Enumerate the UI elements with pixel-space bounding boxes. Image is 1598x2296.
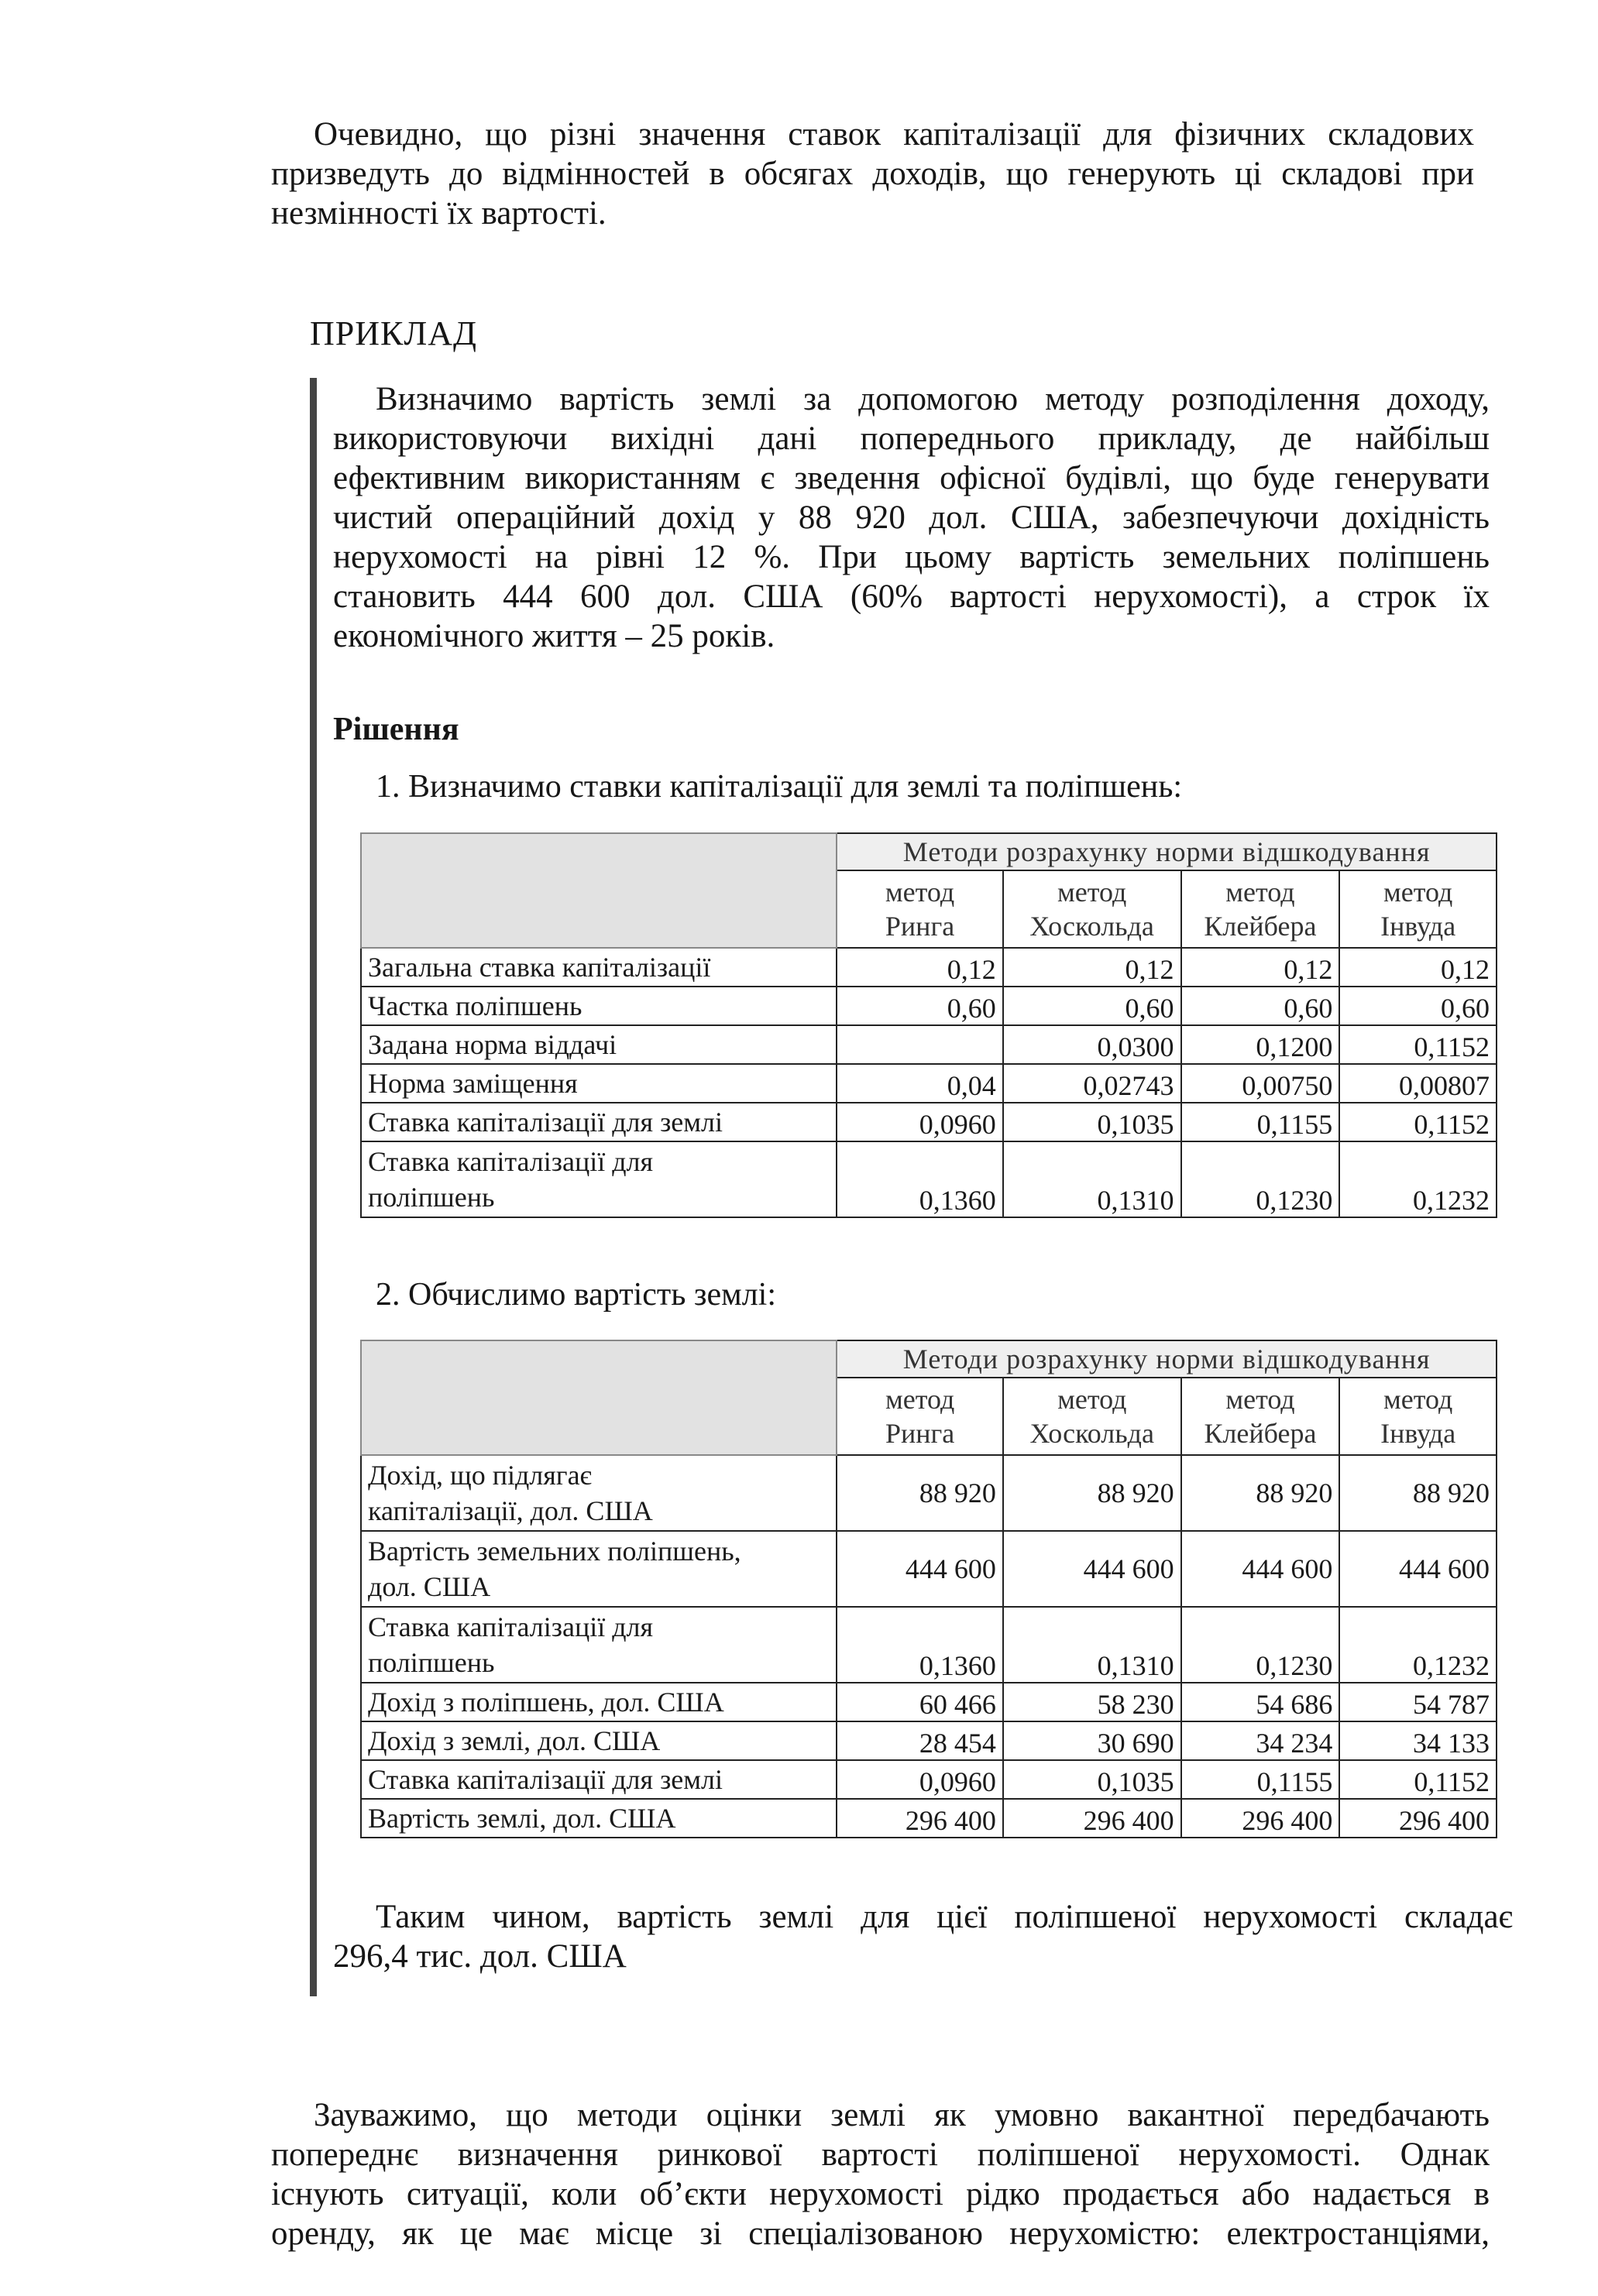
cell-value: 88 920 xyxy=(1181,1455,1340,1531)
table1-group-header: Методи розрахунку норми відшкодування xyxy=(837,833,1497,870)
table1-corner-cell xyxy=(361,833,837,948)
example-side-bar xyxy=(310,378,317,1996)
example-line: використовуючи вихідні дані попереднього прикладу, де найбільш xyxy=(333,420,1490,457)
cell-value: 0,1155 xyxy=(1181,1760,1340,1799)
cell-value: 54 686 xyxy=(1181,1683,1340,1721)
row-label: Ставка капіталізації для поліпшень xyxy=(361,1607,837,1683)
cell-value: 0,1360 xyxy=(837,1141,1003,1217)
table-row xyxy=(361,1721,1497,1760)
cell-value: 0,02743 xyxy=(1003,1064,1181,1103)
cell-value: 444 600 xyxy=(1003,1531,1181,1607)
row-label: Загальна ставка капіталізації xyxy=(361,948,837,987)
intro-line: незмінності їх вартості. xyxy=(271,195,607,232)
example-line: нерухомості на рівні 12 %. При цьому вартість земельних поліпшень xyxy=(333,539,1490,575)
cell-value: 0,1310 xyxy=(1003,1141,1181,1217)
cell-value: 444 600 xyxy=(837,1531,1003,1607)
cell-value: 58 230 xyxy=(1003,1683,1181,1721)
table-row xyxy=(361,1531,1497,1607)
cell-value: 0,1035 xyxy=(1003,1760,1181,1799)
cell-value: 0,1232 xyxy=(1339,1141,1497,1217)
cell-value: 0,00807 xyxy=(1339,1064,1497,1103)
cell-value: 54 787 xyxy=(1339,1683,1497,1721)
land-value-table xyxy=(360,1340,1497,1838)
cell-value: 296 400 xyxy=(1003,1799,1181,1838)
cell-value: 34 234 xyxy=(1181,1721,1340,1760)
table-row xyxy=(361,1760,1497,1799)
row-label: Дохід з землі, дол. США xyxy=(361,1721,837,1760)
cell-value: 0,1360 xyxy=(837,1607,1003,1683)
solution-heading: Рішення xyxy=(333,712,459,747)
cell-value: 0,12 xyxy=(1339,948,1497,987)
row-label: Ставка капіталізації для землі xyxy=(361,1760,837,1799)
final-line: оренду, як це має місце зі спеціалізованою нерухомістю: електростанціями, xyxy=(271,2215,1490,2252)
example-heading: ПРИКЛАД xyxy=(310,314,477,352)
example-line: економічного життя – 25 років. xyxy=(333,618,775,654)
row-label: Задана норма віддачі xyxy=(361,1025,837,1064)
cell-value: 0,00750 xyxy=(1181,1064,1340,1103)
cell-value: 60 466 xyxy=(837,1683,1003,1721)
cell-value: 0,1232 xyxy=(1339,1607,1497,1683)
row-label: Дохід з поліпшень, дол. США xyxy=(361,1683,837,1721)
cell-value: 0,60 xyxy=(1339,987,1497,1025)
cell-value: 0,1310 xyxy=(1003,1607,1181,1683)
row-label: Дохід, що підлягає капіталізації, дол. США xyxy=(361,1455,837,1531)
table2-group-header: Методи розрахунку норми відшкодування xyxy=(837,1340,1497,1378)
table2-corner-cell xyxy=(361,1340,837,1455)
cell-value: 0,1152 xyxy=(1339,1103,1497,1141)
cell-value: 88 920 xyxy=(837,1455,1003,1531)
cell-value: 0,12 xyxy=(1181,948,1340,987)
cell-value: 0,1152 xyxy=(1339,1760,1497,1799)
example-line: Визначимо вартість землі за допомогою методу розподілення доходу, xyxy=(376,381,1490,417)
table-row xyxy=(361,1025,1497,1064)
table2-method-header: метод Інвуда xyxy=(1339,1378,1497,1455)
cell-value: 88 920 xyxy=(1003,1455,1181,1531)
table-row xyxy=(361,948,1497,987)
cell-value: 0,60 xyxy=(837,987,1003,1025)
cell-value: 0,1230 xyxy=(1181,1141,1340,1217)
row-label: Вартість землі, дол. США xyxy=(361,1799,837,1838)
example-line: чистий операційний дохід у 88 920 дол. США, забезпечуючи дохідність xyxy=(333,499,1490,536)
table-row xyxy=(361,1455,1497,1531)
cell-value: 0,1035 xyxy=(1003,1103,1181,1141)
final-line: існують ситуації, коли об’єкти нерухомості рідко продається або надається в xyxy=(271,2176,1490,2212)
cell-value: 296 400 xyxy=(1339,1799,1497,1838)
table2-method-header: метод Ринга xyxy=(837,1378,1003,1455)
cell-value: 296 400 xyxy=(1181,1799,1340,1838)
intro-paragraph xyxy=(271,115,1474,233)
final-line: Зауважимо, що методи оцінки землі як умовно вакантної передбачають xyxy=(314,2097,1490,2133)
row-label: Вартість земельних поліпшень, дол. США xyxy=(361,1531,837,1607)
table2-method-header: метод Клейбера xyxy=(1181,1378,1340,1455)
cell-value: 30 690 xyxy=(1003,1721,1181,1760)
cell-value: 28 454 xyxy=(837,1721,1003,1760)
row-label: Ставка капіталізації для землі xyxy=(361,1103,837,1141)
table-row xyxy=(361,987,1497,1025)
table-row xyxy=(361,1799,1497,1838)
table-row xyxy=(361,1683,1497,1721)
capitalization-rates-table xyxy=(360,832,1497,1218)
table1-method-header: метод Хоскольда xyxy=(1003,870,1181,948)
cell-value: 34 133 xyxy=(1339,1721,1497,1760)
cell-value: 0,60 xyxy=(1181,987,1340,1025)
row-label: Частка поліпшень xyxy=(361,987,837,1025)
table-row xyxy=(361,1607,1497,1683)
table2-method-header: метод Хоскольда xyxy=(1003,1378,1181,1455)
conclusion-line: 296,4 тис. дол. США xyxy=(333,1938,627,1975)
cell-value: 0,1152 xyxy=(1339,1025,1497,1064)
cell-value: 0,12 xyxy=(1003,948,1181,987)
cell-value: 444 600 xyxy=(1339,1531,1497,1607)
cell-value: 0,12 xyxy=(837,948,1003,987)
cell-value: 0,0300 xyxy=(1003,1025,1181,1064)
row-label: Ставка капіталізації для поліпшень xyxy=(361,1141,837,1217)
cell-value: 444 600 xyxy=(1181,1531,1340,1607)
cell-value xyxy=(837,1025,1003,1064)
cell-value: 0,1200 xyxy=(1181,1025,1340,1064)
conclusion-line: Таким чином, вартість землі для цієї поліпшеної нерухомості складає xyxy=(376,1899,1513,1935)
intro-line: Очевидно, що різні значення ставок капіталізації для фізичних складових xyxy=(314,116,1474,153)
table1-method-header: метод Інвуда xyxy=(1339,870,1497,948)
cell-value: 0,04 xyxy=(837,1064,1003,1103)
conclusion-paragraph xyxy=(333,1897,1513,1976)
final-line: попереднє визначення ринкової вартості поліпшеної нерухомості. Однак xyxy=(271,2136,1490,2173)
step-2-text: 2. Обчислимо вартість землі: xyxy=(376,1277,777,1313)
table1-method-header: метод Клейбера xyxy=(1181,870,1340,948)
intro-line: призведуть до відмінностей в обсягах доходів, що генерують ці складові при xyxy=(271,156,1474,192)
table-row xyxy=(361,1141,1497,1217)
row-label: Норма заміщення xyxy=(361,1064,837,1103)
table-row xyxy=(361,1103,1497,1141)
final-paragraph xyxy=(271,2095,1490,2253)
cell-value: 0,0960 xyxy=(837,1760,1003,1799)
table-row xyxy=(361,1064,1497,1103)
cell-value: 0,60 xyxy=(1003,987,1181,1025)
cell-value: 0,0960 xyxy=(837,1103,1003,1141)
cell-value: 0,1155 xyxy=(1181,1103,1340,1141)
cell-value: 296 400 xyxy=(837,1799,1003,1838)
example-paragraph xyxy=(333,379,1490,656)
cell-value: 0,1230 xyxy=(1181,1607,1340,1683)
cell-value: 88 920 xyxy=(1339,1455,1497,1531)
step-1-text: 1. Визначимо ставки капіталізації для землі та поліпшень: xyxy=(376,769,1183,805)
table1-method-header: метод Ринга xyxy=(837,870,1003,948)
example-line: становить 444 600 дол. США (60% вартості нерухомості), а строк їх xyxy=(333,578,1490,615)
example-line: ефективним використанням є зведення офісної будівлі, що буде генерувати xyxy=(333,460,1490,496)
